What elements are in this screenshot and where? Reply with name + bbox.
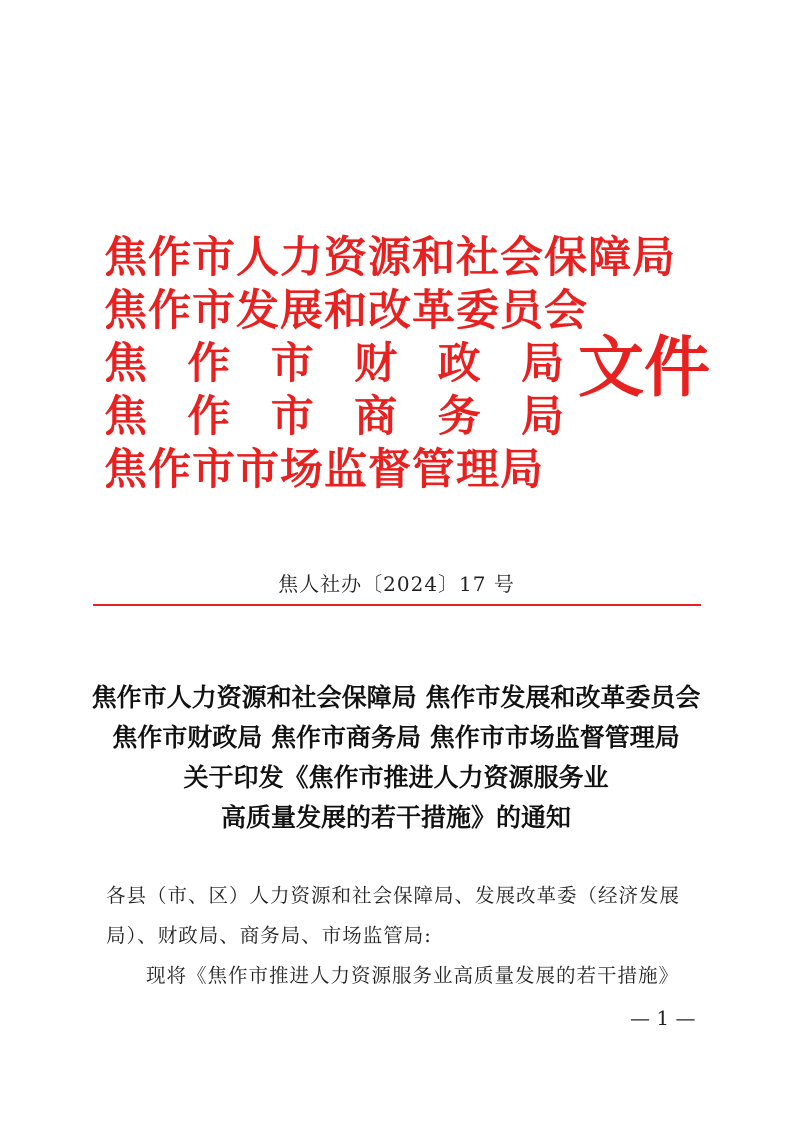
issuer-char: 焦 (104, 339, 147, 389)
issuer-char: 商 (354, 392, 398, 442)
issuer-finance (104, 338, 564, 391)
issuer-commerce (104, 391, 564, 444)
body-paragraph: 现将《焦作市推进人力资源服务业高质量发展的若干措施》 (146, 964, 680, 987)
issuer-char: 局 (520, 392, 564, 442)
issuer-char: 市 (270, 392, 314, 442)
title-line: 焦作市人力资源和社会保障局 焦作市发展和改革委员会 (91, 683, 701, 712)
issuer-char: 作 (187, 339, 231, 389)
issuer-hrss: 焦作市人力资源和社会保障局 (104, 233, 676, 283)
document-suffix: 文件 (578, 328, 710, 406)
issuer-market-supervision: 焦作市市场监督管理局 (104, 445, 544, 495)
red-divider (93, 604, 701, 606)
issuer-char: 作 (187, 392, 231, 442)
title-line: 高质量发展的若干措施》的通知 (220, 803, 571, 832)
recipients: 各县（市、区）人力资源和社会保障局、发展改革委（经济发展局）、财政局、商务局、市场监管局: (106, 884, 681, 947)
issuer-char: 焦 (104, 392, 147, 442)
issuer-char: 财 (354, 339, 398, 389)
issuer-ndrc: 焦作市发展和改革委员会 (104, 286, 588, 336)
issuer-char: 市 (270, 339, 314, 389)
issuer-char: 局 (520, 339, 564, 389)
document-body (106, 876, 696, 996)
page-number: — 1 — (630, 1006, 696, 1030)
title-line: 关于印发《焦作市推进人力资源服务业 (183, 763, 609, 792)
issuer-char: 务 (437, 392, 481, 442)
title-line: 焦作市财政局 焦作市商务局 焦作市市场监督管理局 (112, 723, 680, 752)
document-title (90, 678, 702, 838)
issuer-char: 政 (437, 339, 481, 389)
document-number: 焦人社办〔2024〕17 号 (278, 572, 515, 596)
